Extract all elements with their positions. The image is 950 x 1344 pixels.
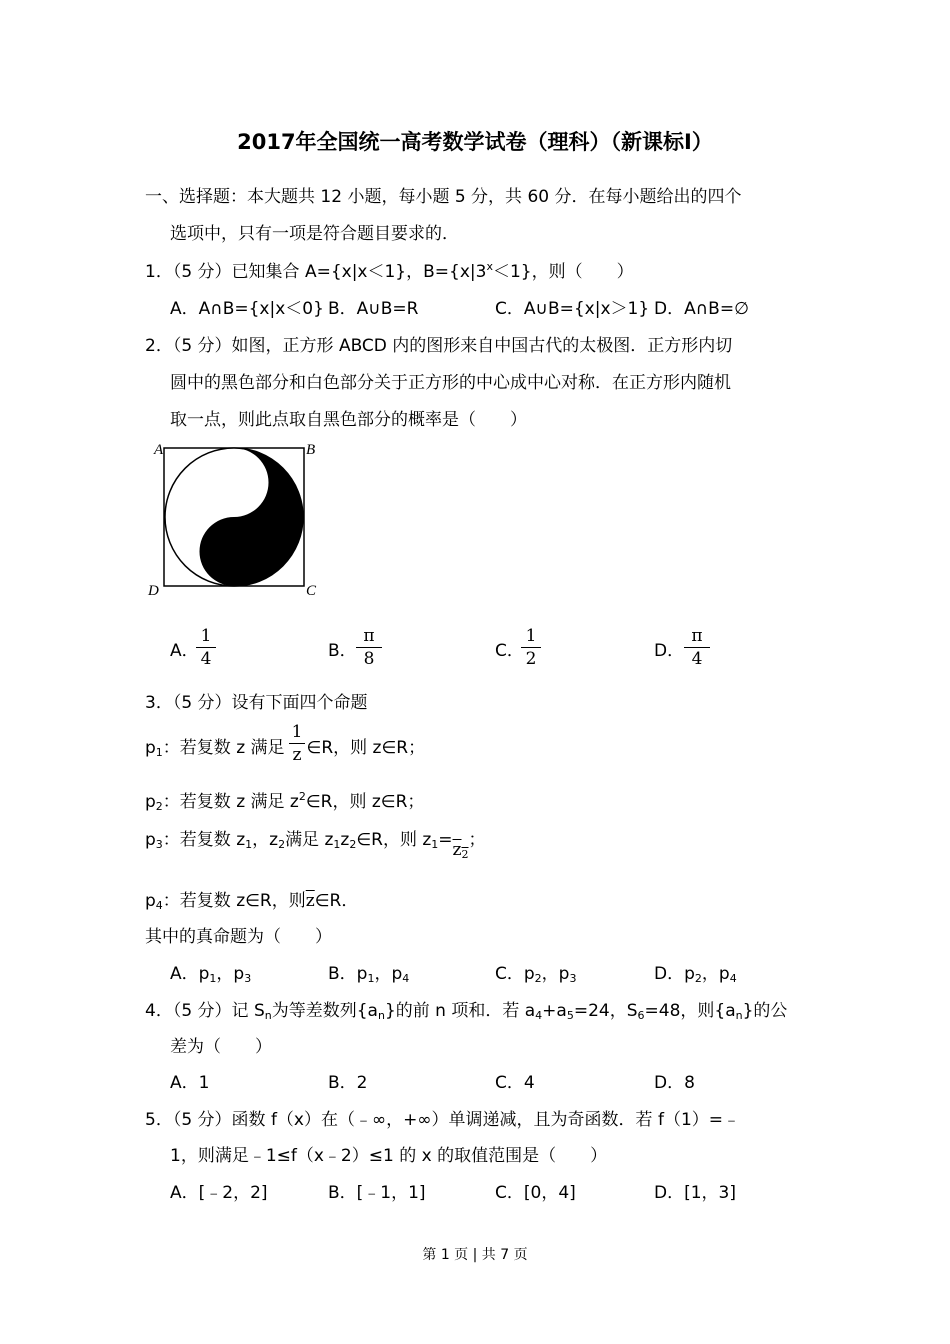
question-5-line1: 5．（5 分）函数 f（x）在（﹣∞，+∞）单调递减，且为奇函数．若 f（1）=﹣ [145, 1110, 740, 1130]
q4-option-c: C．4 [495, 1073, 535, 1093]
q5-option-b: B．[﹣1，1] [328, 1183, 426, 1203]
q2-option-a-letter: A． [170, 641, 199, 661]
q2-option-d-letter: D． [654, 641, 685, 661]
proposition-p2: $p_2$：若复数 z 满足 $z^2\in R$，则 z∈R； [145, 790, 425, 813]
q5-option-d: D．[1，3] [654, 1183, 736, 1203]
q2-option-d-fraction: π 4 [684, 626, 710, 669]
black-dot [228, 546, 240, 558]
question-4-line2: 差为（ ） [170, 1037, 272, 1057]
q5-option-a: A．[﹣2，2] [170, 1183, 268, 1203]
q4-option-b: B．2 [328, 1073, 368, 1093]
q1-option-b: B．A∪B=R [328, 299, 419, 319]
question-4-line1: 4．（5 分）记 $S_n$为等差数列$\{a_n\}$的前 n 项和．若 $a_4+a_5=24$，$S_6=48$，则$\{a_n\}$的公 [145, 1001, 788, 1022]
proposition-p3: $p_3$：若复数 $z_1$，$z_2$满足 $z_1z_2\in R$，则 $z_1=z_2$； [145, 830, 486, 861]
question-3-stem: 3．（5 分）设有下面四个命题 [145, 693, 368, 713]
label-a: A [154, 442, 164, 458]
white-dot [228, 477, 240, 489]
q1-option-d: D．A∩B=∅ [654, 299, 749, 319]
q2-option-c-letter: C． [495, 641, 524, 661]
page-title: 2017年全国统一高考数学试卷（理科）（新课标Ⅰ） [237, 130, 713, 154]
question-5-line2: 1，则满足﹣1≤f（x﹣2）≤1 的 x 的取值范围是（ ） [170, 1146, 608, 1166]
q4-option-a: A．1 [170, 1073, 210, 1093]
label-d: D [148, 583, 159, 599]
q5-option-c: C．[0，4] [495, 1183, 576, 1203]
q3-option-c: C．$p_2$，$p_3$ [495, 964, 577, 985]
q3-option-a: A．$p_1$，$p_3$ [170, 964, 252, 985]
question-2-line2: 圆中的黑色部分和白色部分关于正方形的中心成中心对称．在正方形内随机 [170, 373, 731, 393]
q4-option-d: D．8 [654, 1073, 695, 1093]
taiji-figure [146, 438, 326, 600]
page-footer: 第 1 页 | 共 7 页 [422, 1247, 528, 1263]
question-3-ask: 其中的真命题为（ ） [145, 927, 332, 947]
conjugate-z2: $z_2$ [452, 840, 469, 861]
q2-option-a-fraction: 1 4 [196, 626, 216, 669]
label-b: B [306, 442, 316, 458]
q2-option-b-letter: B． [328, 641, 357, 661]
q1-option-a: A．A∩B={x|x＜0} [170, 299, 324, 319]
q2-option-b-fraction: π 8 [356, 626, 382, 669]
proposition-p4: $p_4$：若复数 z∈R，则$\overline{z}\in R$． [145, 891, 359, 912]
question-1-stem: 1．（5 分）已知集合 A={x|x＜1}，$B=\{x|3^x<1\}$，则（ ） [145, 260, 634, 282]
question-2-line3: 取一点，则此点取自黑色部分的概率是（ ） [170, 410, 527, 430]
proposition-p1: $p_1$：若复数 z 满足 ∈R，则 z∈R； [145, 738, 426, 759]
p1-fraction: 1 z [289, 722, 305, 765]
q3-option-b: B．$p_1$，$p_4$ [328, 964, 410, 985]
q3-option-d: D．$p_2$，$p_4$ [654, 964, 737, 985]
label-c: C [306, 583, 317, 599]
section-heading-line2: 选项中，只有一项是符合题目要求的． [170, 224, 459, 244]
section-heading-line1: 一、选择题：本大题共 12 小题，每小题 5 分，共 60 分．在每小题给出的四个 [145, 187, 742, 207]
q1-option-c: C．A∪B={x|x＞1} [495, 299, 650, 319]
conjugate-z: $\overline{z}$ [305, 891, 315, 911]
question-2-line1: 2．（5 分）如图，正方形 ABCD 内的图形来自中国古代的太极图．正方形内切 [145, 336, 733, 356]
q2-option-c-fraction: 1 2 [521, 626, 541, 669]
